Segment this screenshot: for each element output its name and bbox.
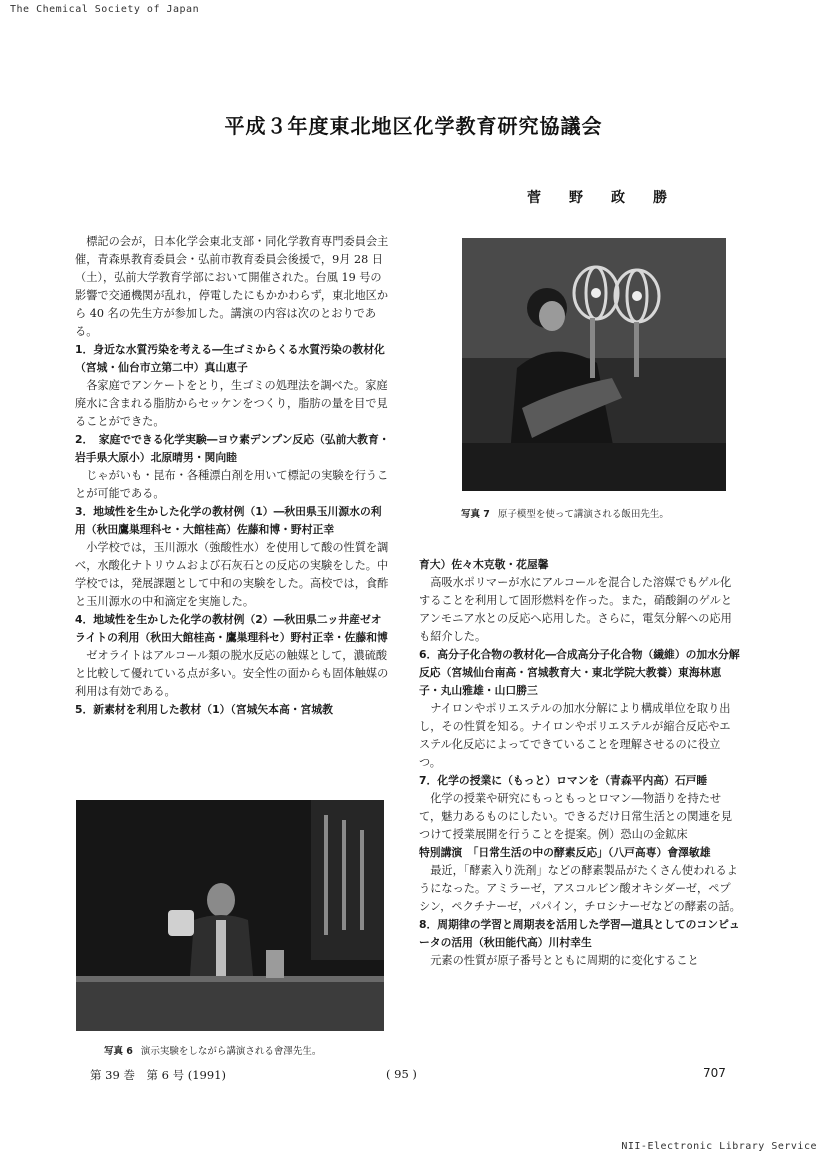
section-heading: 8．周期律の学習と周期表を活用した学習―道具としてのコンピュータの活用（秋田能代高）川村幸生 <box>419 918 740 949</box>
section-heading: 5．新素材を利用した教材（1）（宮城矢本高・宮城教 <box>75 703 333 716</box>
section-heading: 3．地域性を生かした化学の教材例（1）―秋田県玉川源水の利用（秋田鷹巣理科セ・大館桂高）佐藤和博・野村正幸 <box>75 505 382 536</box>
paragraph: 標記の会が，日本化学会東北支部・同化学教育専門委員会主催，青森県教育委員会・弘前市教育委員会後援で，9月 28 日（土），弘前大学教育学部において開催された。台風 19 号の影響で交通機関が乱れ，停電したにもかかわらず，東北地区から 40 名の先生方が参加した。講演の内容は次のとおりである。 <box>75 235 389 338</box>
section-heading: 7．化学の授業に（もっと）ロマンを（青森平内高）石戸睡 <box>419 774 708 787</box>
paragraph: 高吸水ポリマーが水にアルコールを混合した溶媒でもゲル化することを利用して固形燃料を作った。また，硝酸銅のゲルとアンモニア水との反応へ応用した。さらに，電気分解への応用も紹介した。 <box>419 576 733 643</box>
paragraph: 小学校では，玉川源水（強酸性水）を使用して酸の性質を調べ，水酸化ナトリウムおよび石灰石との反応の実験をした。中学校では，発展課題として中和の実験をした。高校では，食酢と玉川源水の中和滴定を実施した。 <box>75 541 389 608</box>
section-heading: 育大）佐々木克敬・花屋馨 <box>419 558 549 571</box>
section-heading: 2． 家庭でできる化学実験―ヨウ素デンプン反応（弘前大教育・岩手県大原小）北原晴男・関向睦 <box>75 433 390 464</box>
paragraph: 元素の性質が原子番号とともに周期的に変化すること <box>430 954 699 967</box>
section-heading: 4．地域性を生かした化学の教材例（2）―秋田県二ッ井産ゼオライトの利用（秋田大館桂高・鷹巣理科セ）野村正幸・佐藤和博 <box>75 613 388 644</box>
photo-6-text: 演示実験をしながら講演される會澤先生。 <box>140 1046 322 1057</box>
paragraph: ゼオライトはアルコール類の脱水反応の触媒として，濃硫酸と比較して優れている点が多い。安全性の面からも固体触媒の利用は有効である。 <box>75 649 389 698</box>
paragraph: 化学の授業や研究にもっともっとロマン―物語りを持たせて，魅力あるものにしたい。できるだけ日常生活との関連を見つけて授業展開を行うことを提案。例）恐山の金鉱床 <box>419 792 733 841</box>
society-header: The Chemical Society of Japan <box>10 4 200 15</box>
volume-info: 第 39 巻 第 6 号 (1991) <box>90 1068 226 1082</box>
photo-6-image <box>76 800 384 1031</box>
paragraph: 最近，「酵素入り洗剤」などの酵素製品がたくさん使われるようになった。アミラーゼ，アスコルビン酸オキシダーゼ，ペプシン，ペクチナーゼ，パパイン，チロシナーゼなどの酵素の話。 <box>419 864 741 913</box>
photo-7-illustration <box>462 238 726 491</box>
photo-6-caption <box>104 1043 321 1057</box>
photo-7-text: 原子模型を使って講演される飯田先生。 <box>497 509 669 520</box>
page-number: 707 <box>703 1066 726 1080</box>
library-footer: NII-Electronic Library Service <box>621 1141 817 1152</box>
journal-page-number: ( 95 ) <box>386 1067 417 1081</box>
photo-7-label: 写真 7 <box>461 509 490 520</box>
photo-6-label: 写真 6 <box>104 1046 133 1057</box>
photo-6-illustration <box>76 800 384 1031</box>
section-heading: 1．身近な水質汚染を考える―生ゴミからくる水質汚染の教材化（宮城・仙台市立第二中）真山恵子 <box>75 343 385 374</box>
paragraph: 各家庭でアンケートをとり，生ゴミの処理法を調べた。家庭廃水に含まれる脂肪からセッケンをつくり，脂肪の量を目で見ることができた。 <box>75 379 388 428</box>
photo-7-image <box>462 238 726 491</box>
section-heading: 特別講演 「日常生活の中の酵素反応」（八戸高専）會澤敏雄 <box>419 846 711 859</box>
paragraph: ナイロンやポリエステルの加水分解により構成単位を取り出し，その性質を知る。ナイロンやポリエステルが縮合反応やエステル化反応によってできていることを理解させるのに役立つ。 <box>419 702 731 769</box>
left-column <box>75 233 391 719</box>
section-heading: 6．高分子化合物の教材化―合成高分子化合物（繊維）の加水分解反応（宮城仙台南高・宮城教育大・東北学院大教養）東海林恵子・丸山雅雄・山口勝三 <box>419 648 740 697</box>
photo-7-caption <box>461 506 669 520</box>
right-column <box>419 556 741 970</box>
author-name: 菅野政勝 <box>527 190 695 206</box>
article-title: 平成３年度東北地区化学教育研究協議会 <box>224 114 603 138</box>
paragraph: じゃがいも・昆布・各種漂白剤を用いて標記の実験を行うことが可能である。 <box>75 469 389 500</box>
